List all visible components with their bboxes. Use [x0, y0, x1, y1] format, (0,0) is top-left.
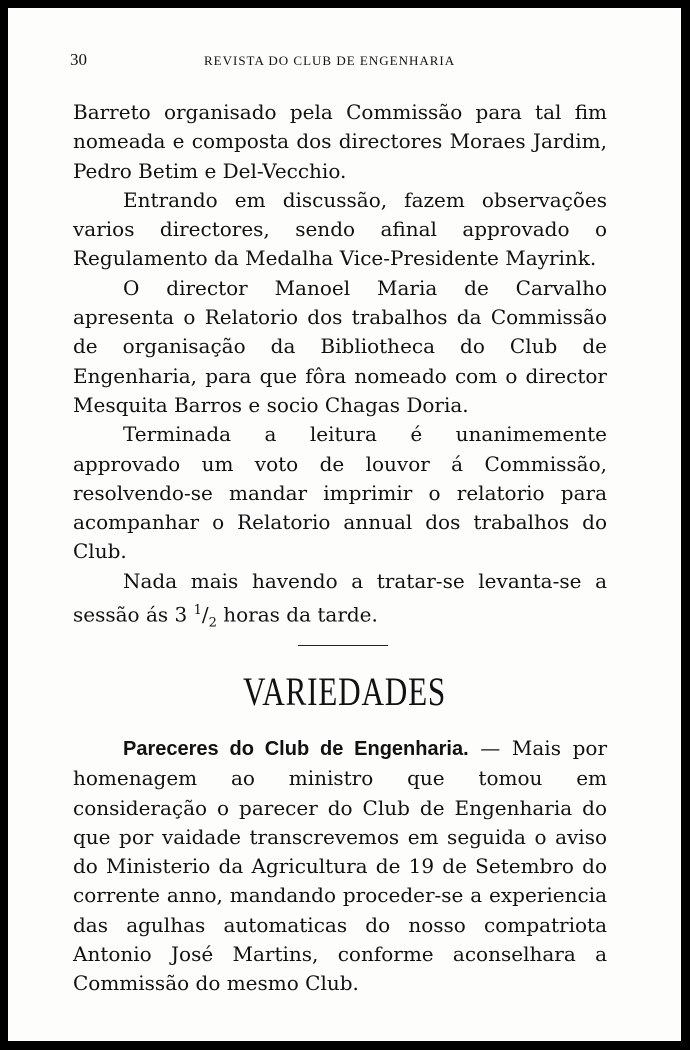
meeting-minutes-text — [73, 98, 607, 638]
article-paragraph — [73, 734, 607, 999]
closing-paragraph: Nada mais havendo a tratar-se levanta-se a sessão ás 3 $^1/_2$ horas da tarde. — [73, 568, 607, 631]
paragraph: Entrando em discussão, fazem observações varios directores, sendo afinal approvado o Regulamento da Medalha Vice-Presidente Mayrink. — [73, 187, 607, 271]
book-page — [8, 8, 681, 1041]
paragraph: O director Manoel Maria de Carvalho apresenta o Relatorio dos trabalhos da Commissão de organisação da Bibliotheca do Club de Engenharia, para que fôra nomeado com o director Mesquita Barros e socio Chagas Doria. — [73, 275, 607, 417]
journal-title: REVISTA DO CLUB DE ENGENHARIA — [204, 53, 456, 68]
section-divider — [298, 645, 388, 646]
article-body: Mais por homenagem ao ministro que tomou em consideração o parecer do Club de Engenharia do que por vaidade transcrevemos em seguida o aviso do Ministerio da Agricultura de 19 de Setembro do corrente anno, mandando proceder-se a experiencia das agulhas automaticas do nosso compatriota Antonio José Martins, conforme aconselhara a Commissão do mesmo Club. — [73, 736, 608, 996]
article-heading: Pareceres do Club de Engenharia. — [123, 738, 469, 760]
paragraph: Terminada a leitura é unanimemente approvado um voto de louvor á Commissão, resolvendo-se mandar imprimir o relatorio para acompanhar o Relatorio annual dos trabalhos do Club. — [73, 422, 607, 564]
paragraph: Barreto organisado pela Commissão para tal fim nomeada e composta dos directores Moraes Jardim, Pedro Betim e Del-Vecchio. — [73, 100, 607, 183]
article-text — [73, 734, 607, 999]
article-dash: — — [468, 736, 512, 760]
section-title: VARIEDADES — [242, 669, 447, 714]
page-number: 30 — [70, 50, 87, 69]
fraction-numerator: 1 — [193, 603, 202, 619]
fraction-denominator: 2 — [208, 615, 217, 631]
closing-text: Nada mais havendo a tratar-se levanta-se a sessão ás 3 — [73, 568, 607, 627]
closing-text-end: horas da tarde. — [223, 602, 378, 627]
running-head — [8, 50, 681, 72]
